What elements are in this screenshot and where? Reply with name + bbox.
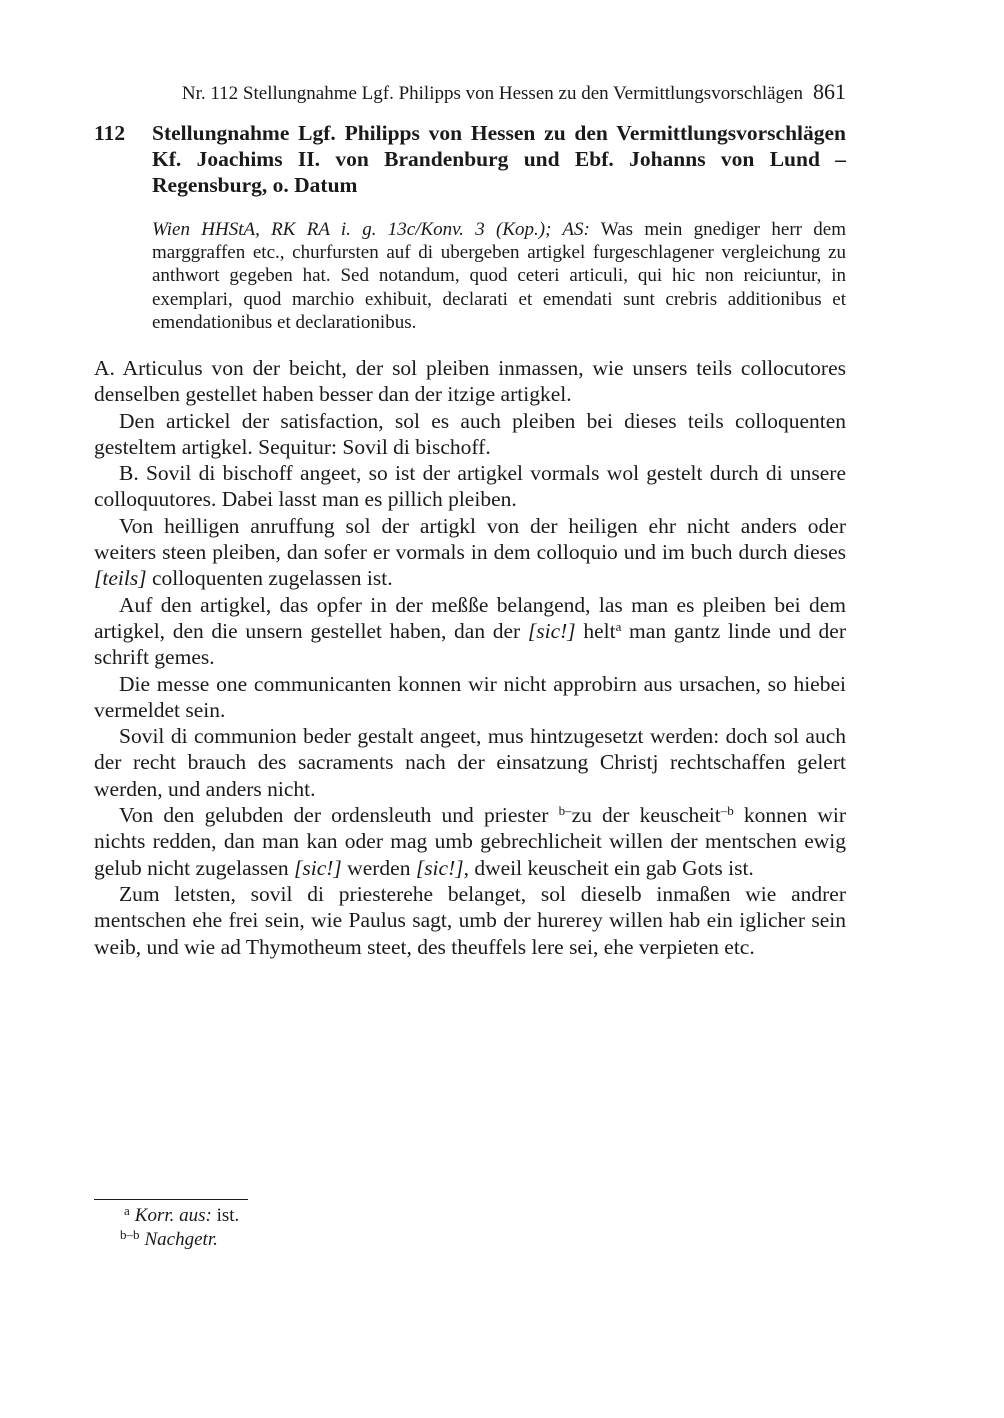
document-number: 112 xyxy=(94,121,126,145)
source-text: Was mein gnediger herr dem marggraffen etc., churfursten auf di ubergeben artigkel furgeschlagener vergleichung zu anthwort gegeben hat. Sed notandum, quod ceteri articuli, qui hic non reiciuntur, in exemplari, quod marchio exhibuit, declarati et emendati sunt crebris additionibus et emendationibus et declarationibus. xyxy=(152,219,846,333)
footnotes xyxy=(120,1204,239,1252)
paragraph-messe: Die messe one communicanten konnen wir nicht approbirn aus ursachen, so hiebei vermeldet sein. xyxy=(94,671,846,722)
footnote-ref-b-end[interactable]: –b xyxy=(720,803,734,819)
footnote-a-label: Korr. aus: xyxy=(134,1205,212,1226)
editorial-insertion: [teils] xyxy=(94,566,147,591)
editorial-sic: [sic!] xyxy=(527,618,576,643)
page-number: 861 xyxy=(813,79,846,104)
paragraph-communion: Sovil di communion beder gestalt angeet, mus hintzugesetzt werden: doch sol auch der recht brauch des sacraments nach der einsatzung Christj rechtschaffen gelert werden, und anders nicht. xyxy=(94,724,846,801)
archive-reference: Wien HHStA, RK RA i. g. 13c/Konv. 3 (Kop.); AS: xyxy=(152,219,590,240)
footnote-ref-a[interactable]: a xyxy=(615,618,622,634)
footnote-a-text: ist. xyxy=(216,1205,240,1226)
document-title: Stellungnahme Lgf. Philipps von Hessen zu den Vermittlungsvorschlägen Kf. Joachims II. von Brandenburg und Ebf. Johanns von Lund – Regensburg, o. Datum xyxy=(152,121,846,197)
paragraph-priesterehe: Zum letsten, sovil di priesterehe belanget, sol dieselb inmaßen wie andrer mentschen ehe frei sein, wie Paulus sagt, umb der hurerey willen hab ein iglicher sein weib, und wie ad Thymotheum steet, des theuffels lere sei, ehe verpieten etc. xyxy=(94,881,846,959)
source-note xyxy=(152,218,846,334)
running-head xyxy=(94,78,846,108)
footnote-b-text: Nachgetr. xyxy=(144,1229,218,1250)
document-body xyxy=(94,355,846,960)
paragraph-heiligen: Von heilligen anruffung sol der artigkl von der heiligen ehr nicht anders oder weiters steen pleiben, dan sofer er vormals in dem colloquio und im buch durch dieses [teils] colloquenten zugelassen ist. xyxy=(94,513,846,591)
editorial-sic: [sic!] xyxy=(294,855,342,880)
paragraph-satisfaction: Den artickel der satisfaction, sol es auch pleiben bei dieses teils colloquenten gesteltem artigkel. Sequitur: Sovil di bischoff. xyxy=(94,408,846,459)
footnote-a xyxy=(120,1204,239,1228)
footnote-rule xyxy=(94,1199,248,1200)
footnote-ref-b-start[interactable]: b– xyxy=(558,803,572,819)
footnote-mark-b: b–b xyxy=(120,1227,140,1242)
paragraph-gelubden: Von den gelubden der ordensleuth und priester $^{b-}$zu der keuscheit$^{-b}$ konnen wir nichts redden, dan man kan oder mag umb gebrechlicheit willen der mentschen ewig gelub nicht zugelassen [sic!] werden [sic!], dweil keuscheit ein gab Gots ist. xyxy=(94,803,847,880)
paragraph-bischoff: B. Sovil di bischoff angeet, so ist der artigkel vormals wol gestelt durch di unsere colloquutores. Dabei lasst man es pillich pleiben. xyxy=(94,461,846,512)
footnote-mark-a: a xyxy=(124,1203,130,1218)
running-head-title: Nr. 112 Stellungnahme Lgf. Philipps von Hessen zu den Vermittlungsvorschlägen xyxy=(181,83,803,104)
document-heading xyxy=(94,120,846,198)
paragraph-opfer: Auf den artigkel, das opfer in der meßße belangend, las man es pleiben bei dem artigkel, den die unsern gestellet haben, dan der [sic!] helt$^a$ man gantz linde und der schrift gemes. xyxy=(94,592,846,670)
footnote-b xyxy=(120,1228,239,1252)
paragraph-beicht: A. Articulus von der beicht, der sol pleiben inmassen, wie unsers teils collocutores denselben gestellet haben besser dan der itzige artigkel. xyxy=(94,356,846,407)
editorial-sic: [sic!] xyxy=(415,855,464,880)
